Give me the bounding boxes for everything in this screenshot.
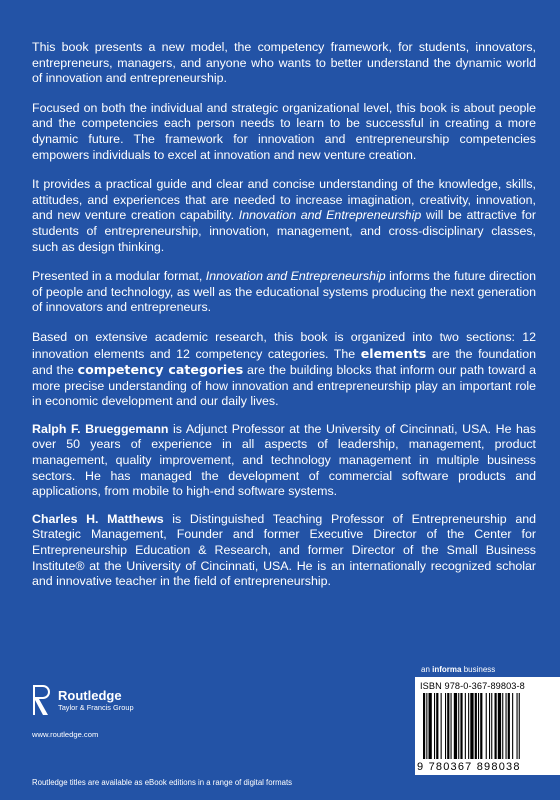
barcode-bars (419, 693, 556, 761)
blurb-text: are the foundation and the (32, 346, 536, 378)
informa-brand: informa (432, 665, 462, 674)
blurb-text: informs the future direction of people and technology, as well as the educational systems producing the next generation of innovators and entrepreneurs. (32, 269, 536, 315)
blurb-paragraph-3 (32, 177, 536, 255)
elements-emphasis: elements (360, 345, 427, 361)
barcode-digits: 9 780367 898038 (417, 761, 521, 773)
blurb-paragraph-4 (32, 269, 536, 316)
blurb-paragraph-5 (32, 330, 536, 410)
author-bio-text: is Adjunct Professor at the University of Cincinnati, USA. He has over 50 years of experience in all aspects of leadership, management, product management, quality improvement, and technology management in multiple business sectors. He has managed the development of commercial software products and applications, from mobile to high-end software systems. (32, 421, 536, 499)
blurb-text: It provides a practical guide and clear and concise understanding of the knowledge, skills, attitudes, and experiences that are needed to increase imagination, creativity, innovation, and new venture creation capability. (32, 177, 536, 223)
competency-categories-emphasis: competency categories (77, 362, 244, 378)
publisher-group: Taylor & Francis Group (58, 703, 134, 712)
book-title-italic: Innovation and Entrepreneurship (238, 208, 422, 223)
blurb-text: are the building blocks that inform our path toward a more precise understanding of how innovation and entrepreneurship play an important role in economic development and our daily lives. (32, 363, 536, 409)
blurb-text: will be attractive for students of entrepreneurship, innovation, management, and cross-disciplinary classes, such as design thinking. (32, 208, 536, 254)
routledge-mark-icon (30, 683, 52, 717)
author-bio-text: is Distinguished Teaching Professor of Entrepreneurship and Strategic Management, Founder and former Executive Director of the Center for Entrepreneurship Education & Research, and former Director of the Small Business Institute® at the University of Cincinnati, USA. He is an internationally recognized scholar and innovative teacher in the field of entrepreneurship. (32, 511, 537, 589)
author-name: Ralph F. Brueggemann (32, 421, 169, 436)
blurb-paragraph-1: This book presents a new model, the competency framework, for students, innovators, entrepreneurs, managers, and anyone who wants to better understand the dynamic world of innovation and entrepreneurship. (32, 40, 536, 86)
isbn-label: ISBN 978-0-367-89803-8 (420, 681, 525, 691)
author-name: Charles H. Matthews (32, 511, 164, 526)
book-title-italic: Innovation and Entrepreneurship (205, 269, 386, 284)
author-bio-2 (32, 512, 536, 590)
isbn-barcode (415, 677, 560, 775)
blurb-text: Based on extensive academic research, this book is organized into two sections: 12 innovation elements and 12 competency categories. The (32, 329, 536, 361)
ebook-note: Routledge titles are available as eBook editions in a range of digital formats (32, 778, 293, 787)
informa-tagline: an informa business (421, 665, 496, 674)
back-cover-blurb (32, 40, 536, 604)
blurb-text: Presented in a modular format, (32, 269, 206, 284)
publisher-name: Routledge (58, 688, 122, 703)
author-bio-1 (32, 422, 536, 500)
blurb-paragraph-2: Focused on both the individual and strategic organizational level, this book is about people and the competencies each person needs to learn to be successful in creating a more dynamic future. The framework for innovation and entrepreneurship competencies empowers individuals to excel at innovation and new venture creation. (32, 100, 536, 162)
publisher-logo (30, 683, 134, 717)
publisher-website: www.routledge.com (32, 730, 99, 739)
